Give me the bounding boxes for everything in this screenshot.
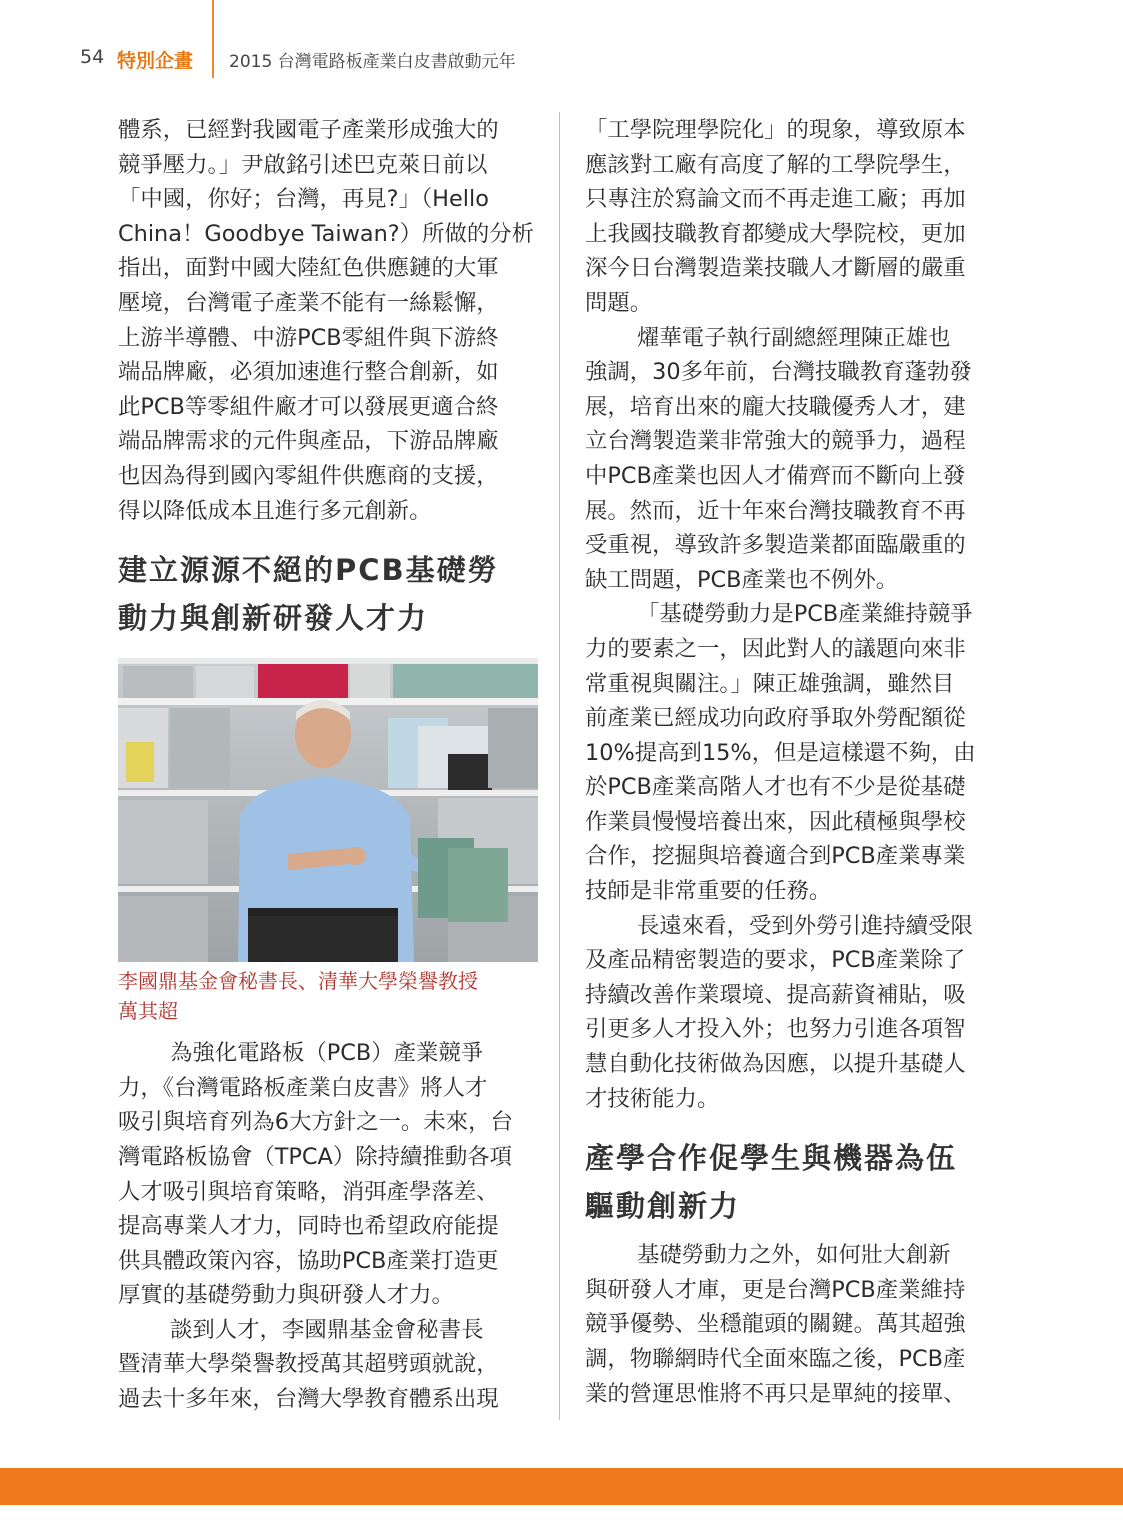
text-line: 缺工問題，PCB產業也不例外。 xyxy=(585,566,899,593)
section-heading xyxy=(585,1134,1005,1230)
heading-line: 動力與創新研發人才力 xyxy=(118,601,429,636)
text-line: 暨清華大學榮譽教授萬其超劈頭就說， xyxy=(118,1351,499,1378)
column-divider xyxy=(559,112,560,1420)
text-line: 10%提高到15%，但是這樣還不夠，由 xyxy=(585,739,976,766)
text-line: 也因為得到國內零組件供應商的支援， xyxy=(118,462,499,489)
section-label: 特別企畫 xyxy=(117,50,194,72)
text-line: 長遠來看，受到外勞引進持續受限 xyxy=(637,912,973,939)
text-line: 展。然而，近十年來台灣技職教育不再 xyxy=(585,497,966,524)
text-line: 上我國技職教育都變成大學院校，更加 xyxy=(585,220,966,247)
text-line: 端品牌需求的元件與產品，下游品牌廠 xyxy=(118,428,499,455)
right-column xyxy=(585,113,1005,1411)
text-line: 基礎勞動力之外，如何壯大創新 xyxy=(637,1242,951,1269)
text-line: 厚實的基礎勞動力與研發人才力。 xyxy=(118,1282,454,1309)
footer-bar xyxy=(0,1468,1123,1505)
text-line: 深今日台灣製造業技職人才斷層的嚴重 xyxy=(585,255,966,282)
heading-line: 產學合作促學生與機器為伍 xyxy=(585,1141,958,1176)
text-line: 人才吸引與培育策略，消弭產學落差、 xyxy=(118,1178,499,1205)
page-header xyxy=(0,0,1123,90)
photo-illustration xyxy=(118,658,538,962)
text-line: 「工學院理學院化」的現象，導致原本 xyxy=(585,117,966,143)
text-line: 前產業已經成功向政府爭取外勞配額從 xyxy=(585,705,966,732)
text-line: 端品牌廠，必須加速進行整合創新，如 xyxy=(118,359,499,386)
text-line: 技師是非常重要的任務。 xyxy=(585,878,832,905)
text-line: 供具體政策內容，協助PCB產業打造更 xyxy=(118,1247,499,1274)
left-column xyxy=(118,113,538,1417)
text-line: 提高專業人才力，同時也希望政府能提 xyxy=(118,1213,499,1240)
header-rule xyxy=(212,0,214,78)
text-line: 展，培育出來的龐大技職優秀人才，建 xyxy=(585,393,966,420)
caption-line: 李國鼎基金會秘書長、清華大學榮譽教授 xyxy=(118,969,478,994)
text-line: 灣電路板協會（TPCA）除持續推動各項 xyxy=(118,1143,512,1170)
paragraph xyxy=(585,597,1005,908)
paragraph xyxy=(118,1036,538,1313)
text-line: 才技術能力。 xyxy=(585,1085,720,1112)
page-number: 54 xyxy=(80,46,105,68)
text-line: 力，《台灣電路板產業白皮書》將人才 xyxy=(118,1074,488,1101)
paragraph xyxy=(585,321,1005,598)
text-line: 得以降低成本且進行多元創新。 xyxy=(118,497,432,524)
text-line: 中PCB產業也因人才備齊而不斷向上發 xyxy=(585,462,966,489)
portrait-photo xyxy=(118,658,538,962)
text-line: 此PCB等零組件廠才可以發展更適合終 xyxy=(118,393,499,420)
paragraph xyxy=(585,113,1005,321)
text-line: 及產品精密製造的要求，PCB產業除了 xyxy=(585,947,966,974)
text-line: 燿華電子執行副總經理陳正雄也 xyxy=(637,324,951,351)
text-line: 持續改善作業環境、提高薪資補貼，吸 xyxy=(585,981,966,1008)
text-line: 談到人才，李國鼎基金會秘書長 xyxy=(170,1316,484,1343)
text-line: 競爭優勢、坐穩龍頭的關鍵。萬其超強 xyxy=(585,1311,966,1338)
paragraph xyxy=(118,113,538,528)
text-line: 作業員慢慢培養出來，因此積極與學校 xyxy=(585,808,966,835)
text-line: 力的要素之一，因此對人的議題向來非 xyxy=(585,635,966,662)
paragraph xyxy=(118,1313,538,1417)
text-line: 受重視，導致許多製造業都面臨嚴重的 xyxy=(585,532,966,559)
heading-line: 建立源源不絕的PCB基礎勞 xyxy=(118,553,499,588)
paragraph xyxy=(585,1238,1005,1411)
text-line: 上游半導體、中游PCB零組件與下游終 xyxy=(118,324,499,351)
photo-caption xyxy=(118,966,538,1026)
text-line: 慧自動化技術做為因應，以提升基礎人 xyxy=(585,1051,966,1078)
text-line: 立台灣製造業非常強大的競爭力，過程 xyxy=(585,428,966,455)
text-line: 問題。 xyxy=(585,289,653,316)
running-title: 2015 台灣電路板產業白皮書啟動元年 xyxy=(229,52,516,72)
text-line: 指出，面對中國大陸紅色供應鏈的大軍 xyxy=(118,255,499,282)
text-line: 於PCB產業高階人才也有不少是從基礎 xyxy=(585,774,966,801)
text-line: 常重視與關注。」陳正雄強調，雖然目 xyxy=(585,670,955,697)
text-line: 吸引與培育列為6大方針之一。未來，台 xyxy=(118,1109,513,1136)
section-heading xyxy=(118,546,538,642)
paragraph xyxy=(585,909,1005,1117)
text-line: 應該對工廠有高度了解的工學院學生， xyxy=(585,151,966,178)
text-line: 過去十多年來，台灣大學教育體系出現 xyxy=(118,1386,499,1413)
text-line: 競爭壓力。」尹啟銘引述巴克萊日前以 xyxy=(118,151,488,178)
text-line: 調，物聯網時代全面來臨之後，PCB產 xyxy=(585,1346,966,1372)
heading-line: 驅動創新力 xyxy=(585,1189,741,1224)
text-line: 為強化電路板（PCB）產業競爭 xyxy=(170,1040,484,1067)
caption-line: 萬其超 xyxy=(118,999,178,1024)
text-line: 合作，挖掘與培養適合到PCB產業專業 xyxy=(585,843,966,870)
text-line: 「基礎勞動力是PCB產業維持競爭 xyxy=(637,601,973,628)
text-line: 體系，已經對我國電子產業形成強大的 xyxy=(118,117,499,143)
text-line: 與研發人才庫，更是台灣PCB產業維持 xyxy=(585,1276,966,1303)
text-line: 壓境，台灣電子產業不能有一絲鬆懈， xyxy=(118,289,499,316)
text-line: 只專注於寫論文而不再走進工廠；再加 xyxy=(585,186,966,213)
text-line: China！Goodbye Taiwan?）所做的分析 xyxy=(118,220,535,247)
text-line: 強調，30多年前，台灣技職教育蓬勃發 xyxy=(585,359,972,386)
text-line: 引更多人才投入外；也努力引進各項智 xyxy=(585,1016,966,1043)
text-line: 業的營運思惟將不再只是單純的接單、 xyxy=(585,1380,966,1407)
text-line: 「中國，你好；台灣，再見?」（Hello xyxy=(118,186,489,213)
